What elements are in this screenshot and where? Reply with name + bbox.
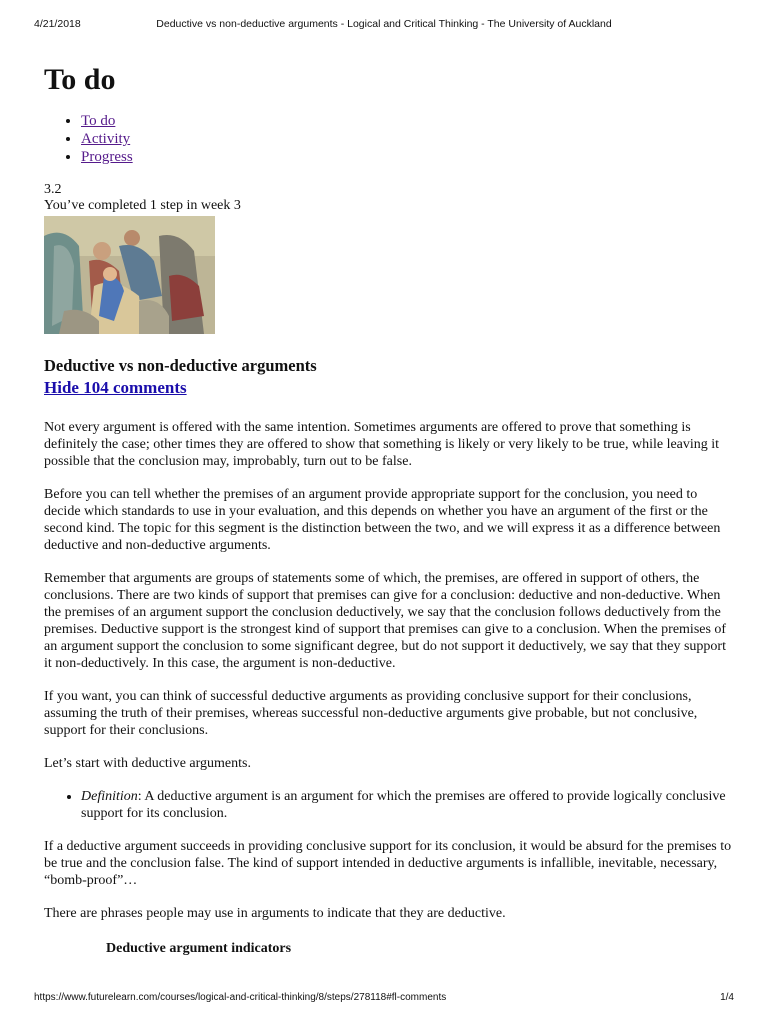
paragraph: If you want, you can think of successful deductive arguments as providing conclusive support for their conclusions, assuming the truth of their premises, whereas successful non-deductive arguments give probable, but not conclusive, support for their conclusions. (44, 689, 698, 738)
nav-link-progress[interactable]: Progress (81, 149, 133, 165)
step-title: Deductive vs non-deductive arguments (44, 356, 317, 375)
print-page-title: Deductive vs non-deductive arguments - Logical and Critical Thinking - The University of Auckland (156, 18, 612, 30)
step-number: 3.2 (44, 182, 62, 197)
paragraph: There are phrases people may use in arguments to indicate that they are deductive. (44, 906, 506, 921)
paragraph: Let’s start with deductive arguments. (44, 756, 251, 771)
nav-link-activity[interactable]: Activity (81, 131, 131, 147)
definition-list (44, 788, 734, 822)
print-header (34, 18, 734, 32)
step-hero-image (44, 216, 215, 334)
paragraph: If a deductive argument succeeds in providing conclusive support for its conclusion, it would be absurd for the premises to be true and the conclusion false. The kind of support intended in deductive arguments is infallible, inevitable, necessary, “bomb-proof”… (44, 839, 732, 888)
paragraph: Before you can tell whether the premises of an argument provide appropriate support for the conclusion, you need to decide which standards to use in your evaluation, and this depends on whether you have an argument of the first or the second kind. The topic for this segment is the distinction between the two, and we will express it as a difference between deductive and non-deductive arguments. (44, 487, 721, 553)
print-footer (34, 992, 734, 1006)
nav-item-to-do (81, 112, 734, 130)
main-content (44, 54, 734, 957)
nav-link-to-do[interactable]: To do (81, 113, 116, 129)
print-page-number: 1/4 (720, 992, 734, 1003)
print-url: https://www.futurelearn.com/courses/logical-and-critical-thinking/8/steps/278118#fl-comments (34, 992, 447, 1003)
fresco-painting-image (44, 216, 215, 334)
print-date: 4/21/2018 (34, 18, 81, 30)
section-subheading: Deductive argument indicators (106, 941, 292, 956)
nav-item-progress (81, 148, 734, 166)
nav-item-activity (81, 130, 734, 148)
hide-comments-link[interactable]: Hide 104 comments (44, 378, 187, 397)
definition-text: : A deductive argument is an argument for which the premises are offered to provide logically conclusive support for its conclusion. (81, 789, 726, 821)
nav-list (44, 112, 734, 166)
page-heading: To do (44, 63, 116, 96)
progress-text: You’ve completed 1 step in week 3 (44, 198, 241, 213)
definition-item (81, 788, 734, 822)
definition-term: Definition (81, 789, 138, 804)
paragraph: Remember that arguments are groups of statements some of which, the premises, are offered in support of others, the conclusions. There are two kinds of support that premises can give for a conclusion: deductive and non-deductive. When the premises of an argument support the conclusion deductively, we say that the conclusion follows deductively from the premises. Deductive support is the strongest kind of support that premises can give to a conclusion. When the premises of an argument support the conclusion to some significant degree, but do not support it deductively, we say that they support it non-deductively. In this case, the argument is non-deductive. (44, 571, 727, 671)
paragraph: Not every argument is offered with the same intention. Sometimes arguments are offered to prove that something is definitely the case; other times they are offered to show that something is likely or very likely to be true, while leaving it possible that the conclusion may, improbably, turn out to be false. (44, 420, 720, 469)
